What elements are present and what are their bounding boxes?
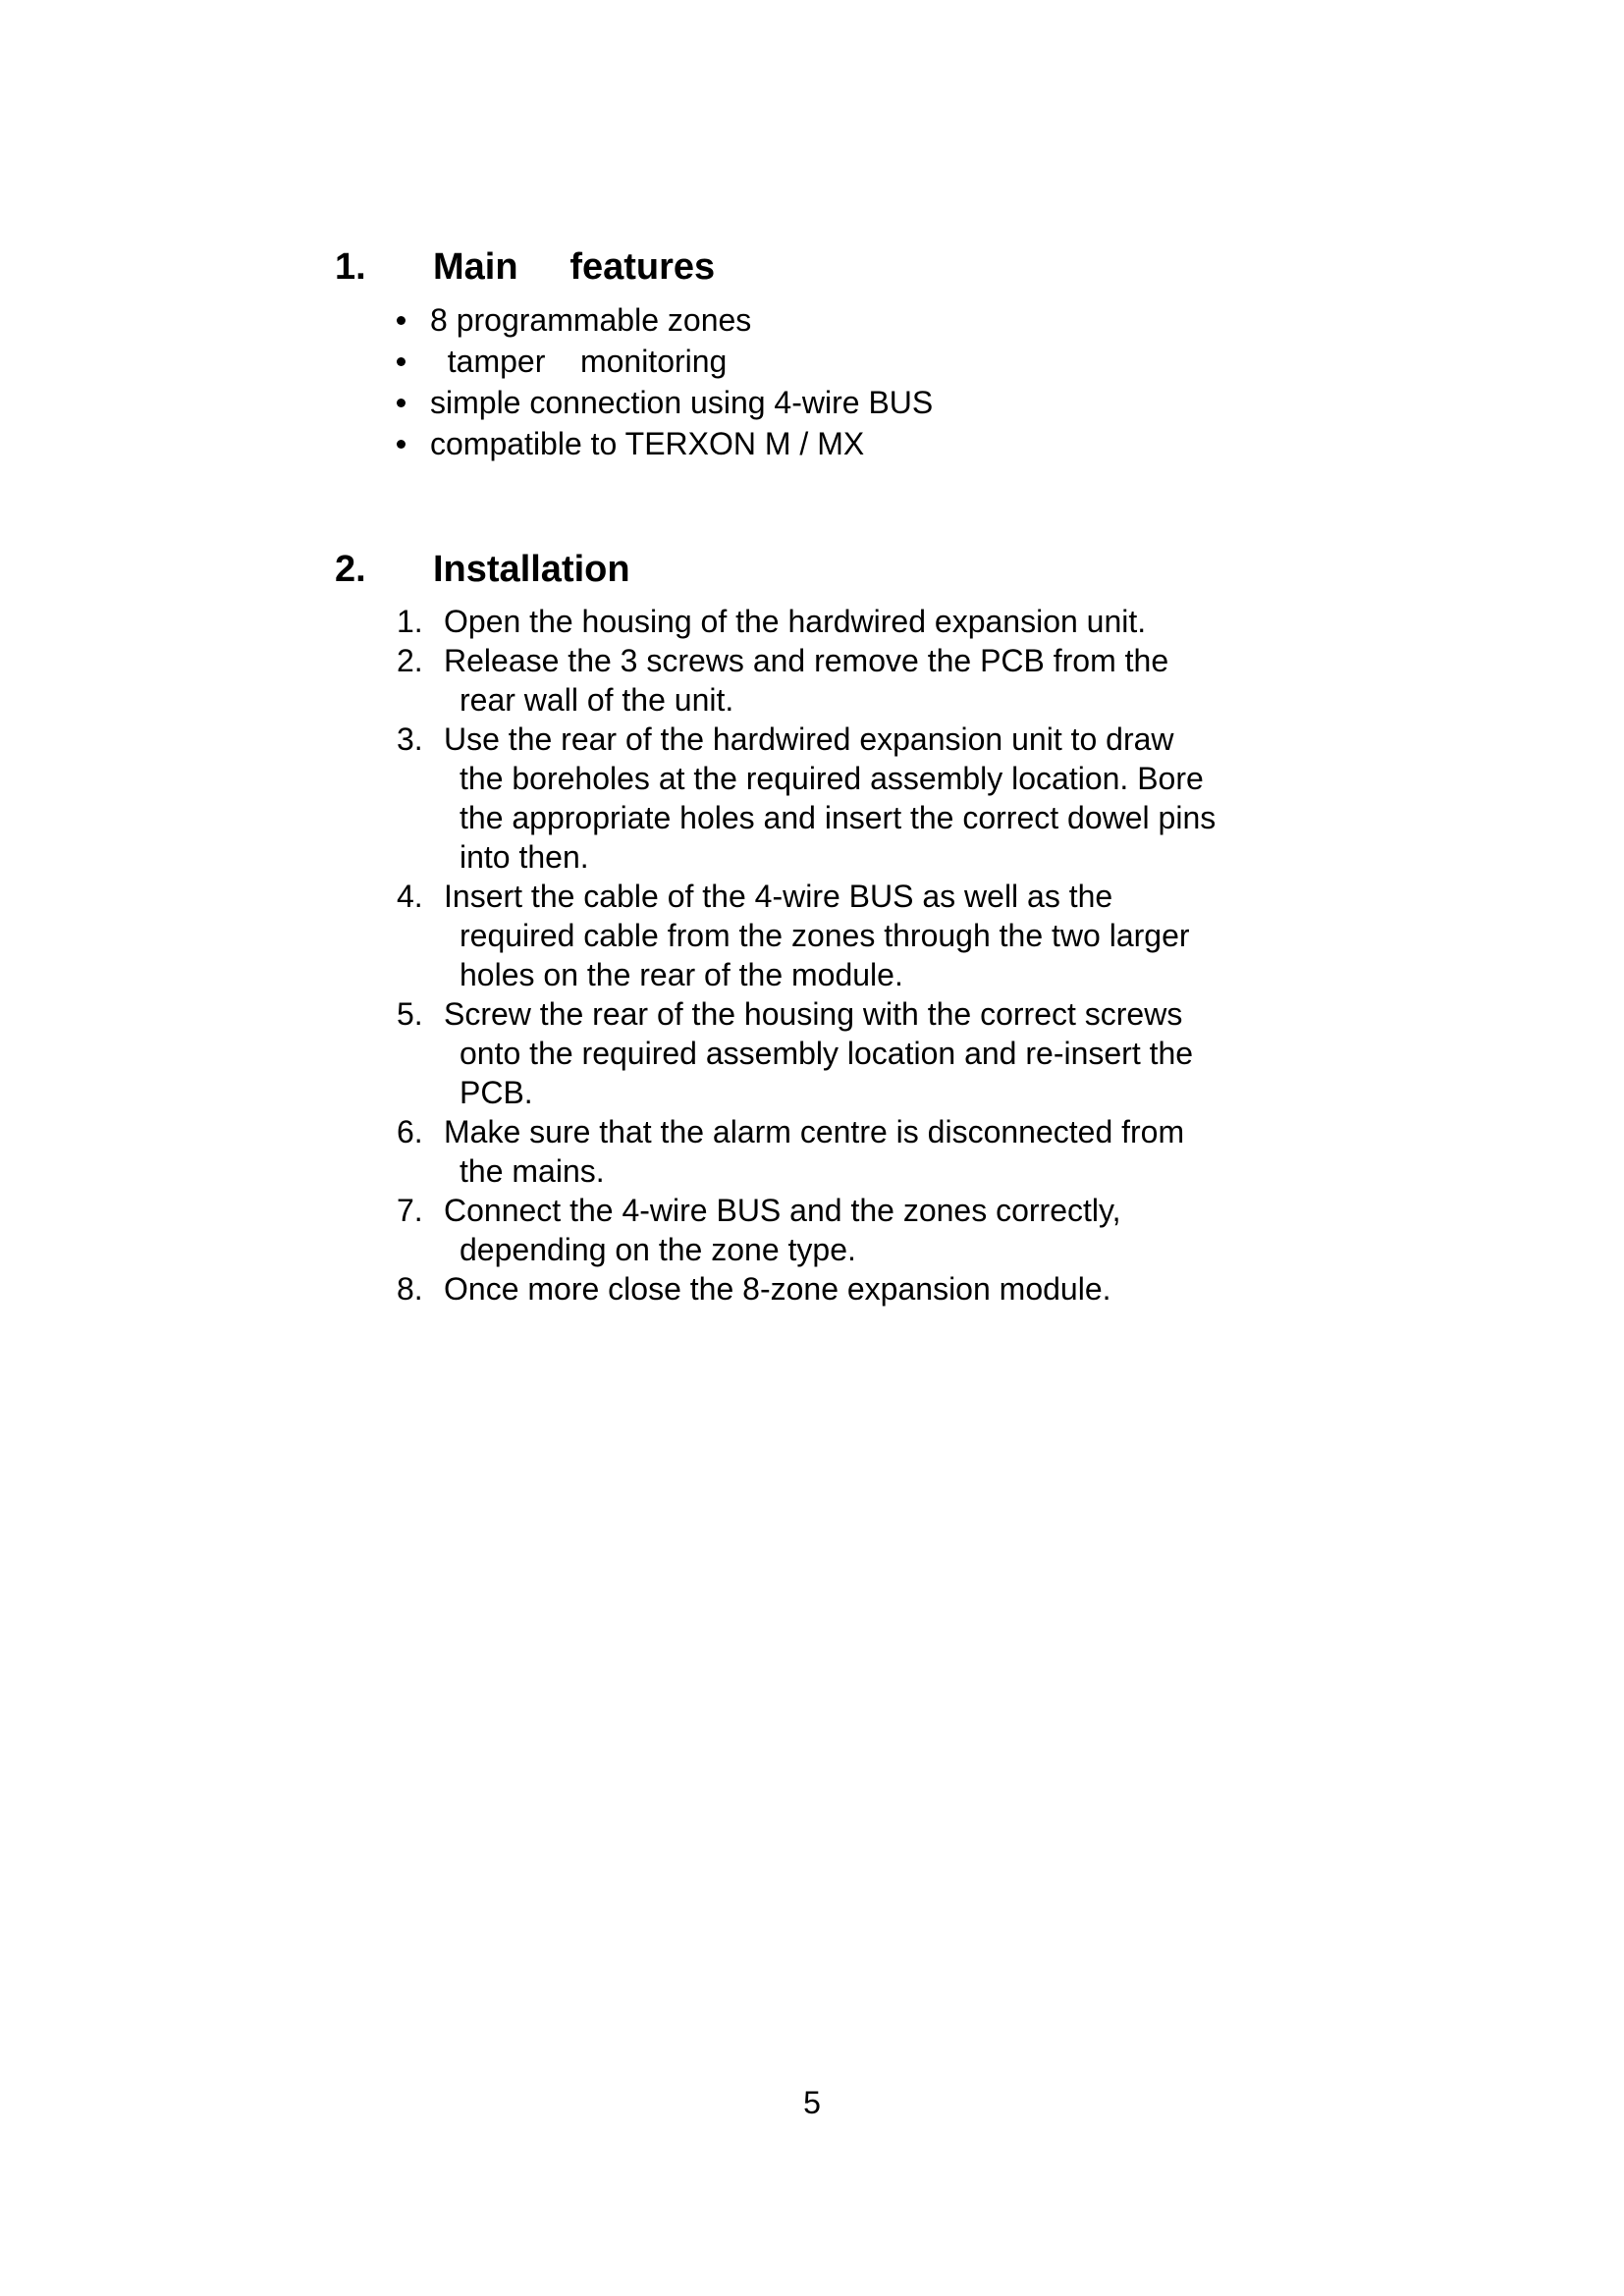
step-number: 7. <box>397 1193 423 1228</box>
step-number: 1. <box>397 604 423 639</box>
bullet-icon <box>397 399 406 407</box>
list-item-text: 8 programmable zones <box>430 302 752 338</box>
step-text-line: PCB. <box>460 1075 533 1110</box>
section-title: Main features <box>433 246 716 288</box>
step-text-line: required cable from the zones through the two larger <box>460 918 1190 953</box>
list-item <box>393 994 1335 1112</box>
bullet-icon <box>397 440 406 449</box>
bullet-icon <box>397 357 406 366</box>
step-text-line: the mains. <box>460 1153 605 1189</box>
list-item <box>393 720 1335 877</box>
step-text-line: Use the rear of the hardwired expansion unit to draw <box>444 721 1174 757</box>
page-number: 5 <box>803 2085 821 2120</box>
list-item <box>393 1269 1335 1308</box>
step-text-line: Once more close the 8-zone expansion module. <box>444 1271 1111 1307</box>
section-number: 1. <box>335 246 366 288</box>
step-number: 6. <box>397 1114 423 1149</box>
step-text-line: Open the housing of the hardwired expansion unit. <box>444 604 1147 639</box>
step-number: 4. <box>397 879 423 914</box>
step-text-line: the appropriate holes and insert the correct dowel pins <box>460 800 1217 835</box>
list-item <box>393 877 1335 994</box>
step-number: 8. <box>397 1271 423 1307</box>
list-item-text: tamper monitoring <box>430 344 728 379</box>
list-item <box>393 423 933 464</box>
list-item-text: compatible to TERXON M / MX <box>430 426 865 461</box>
list-item <box>393 382 933 423</box>
step-text-line: Make sure that the alarm centre is disconnected from <box>444 1114 1185 1149</box>
step-text-line: into then. <box>460 839 589 875</box>
list-item <box>393 1112 1335 1191</box>
step-text-line: Connect the 4-wire BUS and the zones correctly, <box>444 1193 1121 1228</box>
section-title: Installation <box>433 549 630 590</box>
section-number: 2. <box>335 549 366 590</box>
step-text-line: onto the required assembly location and re-insert the <box>460 1036 1194 1071</box>
list-item <box>393 341 933 382</box>
list-item <box>393 1191 1335 1269</box>
installation-steps <box>393 602 1335 1308</box>
list-item-text: simple connection using 4-wire BUS <box>430 385 934 420</box>
bullet-icon <box>397 316 406 325</box>
step-text-line: Screw the rear of the housing with the correct screws <box>444 996 1183 1032</box>
step-text-line: depending on the zone type. <box>460 1232 856 1267</box>
features-list <box>393 299 933 464</box>
step-text-line: Release the 3 screws and remove the PCB from the <box>444 643 1169 678</box>
step-text-line: Insert the cable of the 4-wire BUS as well as the <box>444 879 1113 914</box>
step-number: 2. <box>397 643 423 678</box>
step-number: 5. <box>397 996 423 1032</box>
step-number: 3. <box>397 721 423 757</box>
list-item <box>393 299 933 341</box>
list-item <box>393 602 1335 641</box>
step-text-line: the boreholes at the required assembly location. Bore <box>460 761 1204 796</box>
list-item <box>393 641 1335 720</box>
step-text-line: rear wall of the unit. <box>460 682 734 718</box>
step-text-line: holes on the rear of the module. <box>460 957 903 992</box>
